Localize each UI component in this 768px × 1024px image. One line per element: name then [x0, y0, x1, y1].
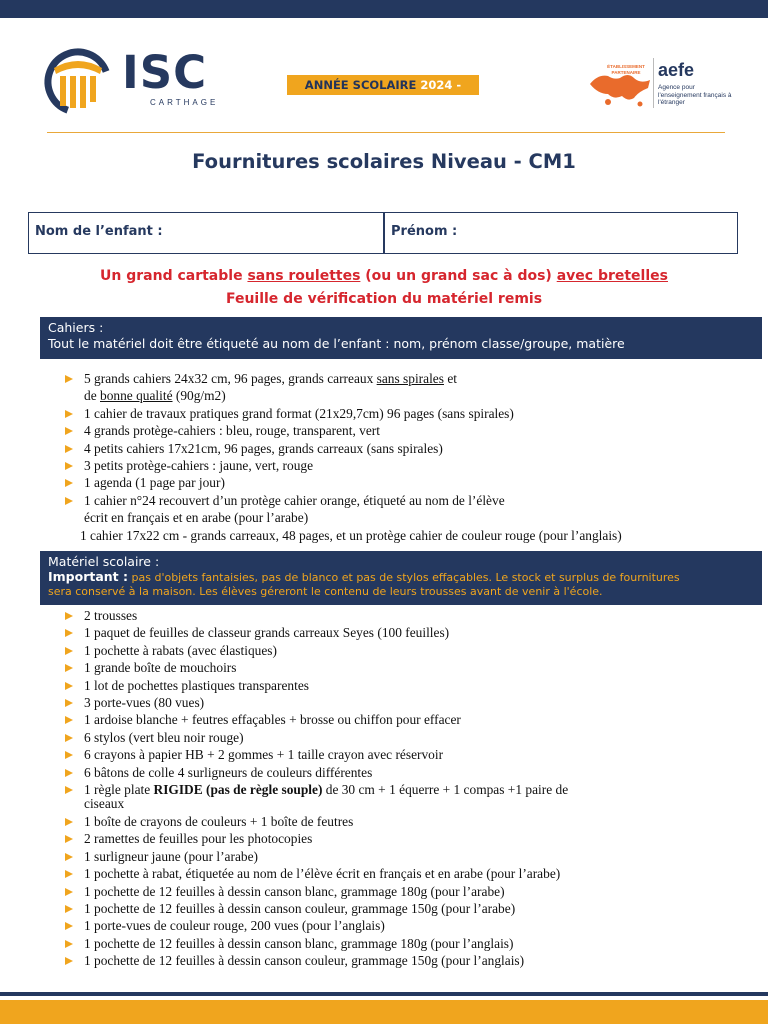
list-item-continuation: de bonne qualité (90g/m2): [84, 388, 226, 404]
list-item: 1 pochette de 12 feuilles à dessin canson blanc, grammage 180g (pour l’arabe): [62, 883, 568, 900]
verification-sheet-label: Feuille de vérification du matériel remis: [225, 291, 543, 307]
list-item: 1 ardoise blanche + feutres effaçables + brosse ou chiffon pour effacer: [62, 711, 568, 728]
list-item: 1 paquet de feuilles de classeur grands carreaux Seyes (100 feuilles): [62, 624, 568, 641]
notice-text: Un grand cartable: [100, 268, 248, 284]
logo-divider: [653, 58, 654, 108]
partner-label: ÉTABLISSEMENT PARTENAIRE: [607, 64, 645, 75]
year-label: ANNÉE SCOLAIRE: [304, 78, 417, 92]
list-item: 4 petits cahiers 17x21cm, 96 pages, grands carreaux (sans spirales): [62, 440, 622, 457]
cahiers-section-header: [40, 317, 762, 359]
list-item: 2 ramettes de feuilles pour les photocopies: [62, 830, 568, 847]
footer-band: [0, 1000, 768, 1024]
cahiers-list: [62, 370, 622, 544]
notice-underlined: avec bretelles: [556, 268, 668, 284]
important-label: Important :: [48, 569, 129, 584]
name-table: [28, 212, 738, 254]
school-year-badge: [287, 75, 479, 112]
cahiers-heading: Cahiers :: [48, 320, 104, 335]
list-item: 1 cahier de travaux pratiques grand format (21x29,7cm) 96 pages (sans spirales): [62, 405, 622, 422]
header-divider: [47, 132, 725, 133]
list-item: 1 cahier 17x22 cm - grands carreaux, 48 pages, et un protège cahier de couleur rouge (pour l’anglais): [80, 527, 622, 543]
list-item: 3 porte-vues (80 vues): [62, 694, 568, 711]
notice-text: (ou un grand sac à dos): [360, 268, 557, 284]
materiel-section-header: [40, 551, 762, 605]
list-item: 1 pochette à rabats (avec élastiques): [62, 642, 568, 659]
list-item: 5 grands cahiers 24x32 cm, 96 pages, grands carreaux sans spirales et: [62, 370, 622, 387]
logo-subtext: CARTHAGE: [150, 98, 219, 107]
logo-text: ISC: [122, 46, 208, 99]
footer-bar: [0, 992, 768, 996]
top-bar: [0, 0, 768, 18]
list-item-continuation: ciseaux: [84, 796, 125, 812]
name-table-divider: [383, 213, 385, 253]
list-item: 1 lot de pochettes plastiques transparentes: [62, 677, 568, 694]
aefe-logo: aefe: [658, 60, 695, 80]
bag-notice: [0, 268, 768, 284]
list-item: 1 pochette de 12 feuilles à dessin canson couleur, grammage 150g (pour l’anglais): [62, 952, 568, 969]
list-item: 1 grande boîte de mouchoirs: [62, 659, 568, 676]
materiel-list: [62, 607, 568, 970]
list-item-continuation: écrit en français et en arabe (pour l’arabe): [84, 510, 309, 526]
list-item: 1 porte-vues de couleur rouge, 200 vues (pour l’anglais): [62, 917, 568, 934]
list-item: 1 surligneur jaune (pour l’arabe): [62, 848, 568, 865]
year-value: 2024 - 2025: [366, 78, 462, 112]
list-item: 2 trousses: [62, 607, 568, 624]
list-item: 4 grands protège-cahiers : bleu, rouge, transparent, vert: [62, 422, 622, 439]
page-title: Fournitures scolaires Niveau - CM1: [192, 150, 576, 173]
important-text: pas d'objets fantaisies, pas de blanco et pas de stylos effaçables. Le stock et surplus de fournitures: [128, 571, 680, 584]
important-text-continued: sera conservé à la maison. Les élèves géreront le contenu de leurs trousses avant de venir à l'école.: [48, 585, 603, 598]
list-item: 1 cahier n°24 recouvert d’un protège cahier orange, étiqueté au nom de l’élève: [62, 492, 622, 509]
first-name-label: Prénom :: [391, 224, 458, 239]
list-item: 1 boîte de crayons de couleurs + 1 boîte de feutres: [62, 813, 568, 830]
child-name-label: Nom de l’enfant :: [35, 224, 163, 239]
list-item: 1 règle plate RIGIDE (pas de règle souple) de 30 cm + 1 équerre + 1 compas +1 paire de: [62, 781, 568, 798]
cahiers-subheading: Tout le matériel doit être étiqueté au nom de l’enfant : nom, prénom classe/groupe, matière: [48, 336, 625, 351]
aefe-subtitle: Agence pour l'enseignement français à l'étranger: [658, 84, 732, 106]
list-item: 1 agenda (1 page par jour): [62, 474, 622, 491]
list-item: 1 pochette à rabat, étiquetée au nom de l’élève écrit en français et en arabe (pour l’arabe): [62, 865, 568, 882]
list-item: 1 pochette de 12 feuilles à dessin canson blanc, grammage 180g (pour l’anglais): [62, 935, 568, 952]
list-item: 6 stylos (vert bleu noir rouge): [62, 729, 568, 746]
list-item: 3 petits protège-cahiers : jaune, vert, rouge: [62, 457, 622, 474]
notice-underlined: sans roulettes: [247, 268, 361, 284]
list-item: 6 bâtons de colle 4 surligneurs de couleurs différentes: [62, 764, 568, 781]
list-item: 1 pochette de 12 feuilles à dessin canson couleur, grammage 150g (pour l’arabe): [62, 900, 568, 917]
materiel-heading: Matériel scolaire :: [48, 554, 160, 569]
list-item: 6 crayons à papier HB + 2 gommes + 1 taille crayon avec réservoir: [62, 746, 568, 763]
